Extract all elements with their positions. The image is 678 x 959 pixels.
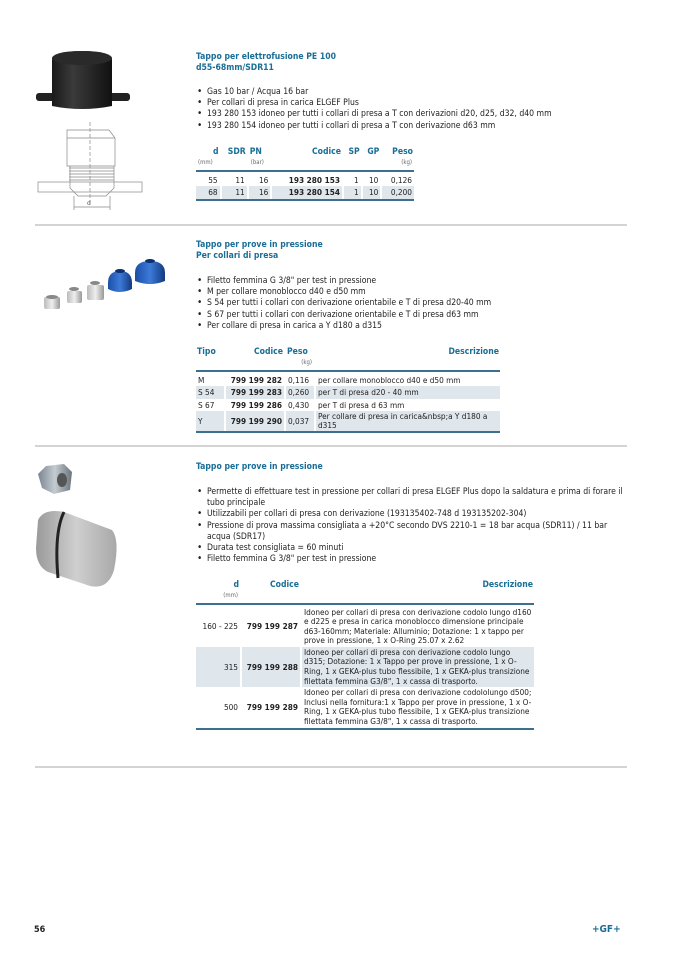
col-header-descrizione: Descrizione	[448, 347, 499, 357]
cell-sdr: 11	[235, 174, 245, 185]
feature-item: • 193 280 154 idoneo per tutti i collari di presa a T con derivazione d63 mm	[196, 121, 616, 132]
cell-sp: 1	[353, 174, 359, 185]
table-row	[196, 186, 414, 199]
cell-gp: 10	[363, 186, 381, 199]
cell-codice: 799 199 283	[226, 386, 284, 399]
cell-tipo: Y	[196, 411, 224, 431]
product-image-grey-test-cap	[34, 460, 124, 595]
feature-item: • S 54 per tutti i collari con derivazione orientabile e T di presa d20-40 mm	[196, 298, 616, 309]
section-title-test-cap	[196, 462, 323, 473]
section-divider	[35, 224, 627, 226]
cell-descrizione: Idoneo per collari di presa con derivazione codolo lungo d315; Dotazione: 1 x Tappo per prove in pressione, 1 x O-Ring, 1 x GEKA-plus tubo flessibile, 1 x GEKA-plus transizione filettata femmina G3/8", 1 x cassa di trasporto.	[302, 647, 534, 687]
cell-tipo: M	[198, 374, 205, 385]
col-header-peso: Peso	[392, 147, 413, 157]
cell-peso: 0,126	[390, 174, 412, 185]
unit-mm: (mm)	[198, 159, 213, 166]
gf-logo: +GF+	[592, 924, 621, 935]
feature-list-electrofusion-cap	[196, 87, 616, 132]
feature-item: • Gas 10 bar / Acqua 16 bar	[196, 87, 616, 98]
cell-codice: 799 199 286	[230, 399, 282, 410]
spec-table-electrofusion-cap	[194, 147, 416, 203]
feature-item: • Per collare di presa in carica a Y d180 a d315	[196, 321, 616, 332]
feature-item: • Filetto femmina G 3/8" per test in pressione	[196, 554, 626, 565]
section-divider	[35, 766, 627, 768]
cell-descrizione: Idoneo per collari di presa con derivazione codolo lungo d160 e d225 e presa in carica monoblocco dimensione principale d63-160mm; Materiale: Alluminio; Dotazione: 1 x tappo per prove in pressione, 1 x O-Ring 25.07 x 2.62	[304, 606, 532, 646]
cell-gp: 10	[368, 174, 379, 185]
table-row	[196, 374, 500, 387]
cell-descrizione: Idoneo per collari di presa con derivazione codololungo d500; Inclusi nella fornitura:1 x Tappo per prove in pressione, 1 x O-Ring, 1 x GEKA-plus tubo flessibile, 1 x GEKA-plus transizione filettata femmina G3/8", 1 x cassa di trasporto.	[304, 687, 532, 727]
cell-pn: 16	[249, 186, 271, 199]
table-units-row	[196, 590, 534, 603]
title-line-1: Tappo per prove in pressione	[196, 240, 323, 250]
cell-tipo: S 67	[198, 399, 215, 410]
cell-descrizione: per collare monoblocco d40 e d50 mm	[318, 374, 461, 385]
cell-peso: 0,200	[382, 186, 414, 199]
cell-codice: 799 199 290	[226, 411, 284, 431]
feature-item: • Permette di effettuare test in pressione per collari di presa ELGEF Plus dopo la saldatura e prima di forare il tubo principale	[196, 487, 626, 509]
cell-peso: 0,037	[286, 411, 314, 431]
feature-list-test-cap	[196, 487, 626, 565]
cell-tipo: S 54	[196, 386, 224, 399]
table-row	[196, 647, 534, 687]
feature-item: • Durata test consigliata = 60 minuti	[196, 543, 626, 554]
col-header-descrizione: Descrizione	[482, 580, 533, 590]
spec-table-test-cap	[194, 580, 536, 732]
table-row	[196, 399, 500, 412]
table-row	[196, 687, 534, 727]
col-header-codice: Codice	[254, 347, 283, 357]
table-row	[196, 607, 534, 647]
cell-sdr: 11	[222, 186, 247, 199]
cell-peso: 0,430	[288, 399, 310, 410]
cell-d: 500	[223, 702, 238, 713]
cell-codice: 799 199 282	[230, 374, 282, 385]
cell-d: 315	[196, 647, 240, 687]
col-header-d: d	[213, 147, 219, 157]
cell-pn: 16	[258, 174, 269, 185]
feature-item: • Per collari di presa in carica ELGEF Plus	[196, 98, 616, 109]
col-header-sp: SP	[348, 147, 360, 157]
feature-item: • M per collare monoblocco d40 e d50 mm	[196, 287, 616, 298]
unit-kg: (kg)	[401, 159, 412, 166]
unit-mm: (mm)	[223, 592, 238, 599]
page-number: 56	[34, 925, 46, 935]
cell-d: 55	[208, 174, 218, 185]
unit-kg: (kg)	[301, 359, 312, 366]
title-line-2: d55-68mm/SDR11	[196, 63, 274, 73]
table-units-row	[196, 157, 414, 170]
cell-codice: 799 199 288	[242, 647, 300, 687]
cell-codice: 799 199 289	[246, 702, 298, 713]
feature-list-test-cap-collars	[196, 276, 616, 332]
title-line-1: Tappo per elettrofusione PE 100	[196, 52, 337, 62]
cell-sp: 1	[344, 186, 361, 199]
feature-item: • Filetto femmina G 3/8" per test in pressione	[196, 276, 616, 287]
section-title-electrofusion-cap	[196, 52, 336, 74]
cell-codice: 193 280 153	[288, 174, 340, 185]
col-header-gp: GP	[367, 147, 380, 157]
cell-d: 68	[196, 186, 220, 199]
unit-bar: (bar)	[250, 159, 264, 166]
col-header-sdr: SDR	[227, 147, 246, 157]
cell-descrizione: per T di presa d 63 mm	[318, 399, 405, 410]
spec-table-test-cap-collars	[194, 347, 502, 435]
product-image-electrofusion-cap	[34, 48, 146, 213]
col-header-peso: Peso	[287, 347, 308, 357]
cell-descrizione: Per collare di presa in carica&nbsp;a Y d180 a d315	[316, 411, 500, 431]
title-line-1: Tappo per prove in pressione	[196, 462, 323, 472]
product-image-test-caps	[40, 255, 170, 315]
cell-peso: 0,116	[288, 374, 310, 385]
title-line-2: Per collari di presa	[196, 251, 279, 261]
feature-item: • 193 280 153 idoneo per tutti i collari di presa a T con derivazioni d20, d25, d32, d40 mm	[196, 109, 616, 120]
cell-codice: 193 280 154	[272, 186, 342, 199]
feature-item: • Utilizzabili per collari di presa con derivazione (193135402-748 d 193135202-304)	[196, 509, 626, 520]
table-header-row	[196, 580, 534, 590]
cell-descrizione: per T di presa d20 - 40 mm	[316, 386, 500, 399]
table-row	[196, 174, 414, 187]
feature-item: • Pressione di prova massima consigliata a +20°C secondo DVS 2210-1 = 18 bar acqua (SDR11) / 11 bar acqua (SDR17)	[196, 521, 626, 543]
col-header-d: d	[233, 580, 239, 590]
table-header-row	[196, 347, 500, 357]
col-header-pn: PN	[249, 147, 262, 157]
cell-peso: 0,260	[286, 386, 314, 399]
col-header-tipo: Tipo	[197, 347, 216, 357]
section-divider	[35, 445, 627, 447]
svg-text:d: d	[87, 200, 91, 207]
table-header-row	[196, 147, 414, 157]
table-row	[196, 411, 500, 431]
table-units-row	[196, 357, 500, 370]
col-header-codice: Codice	[270, 580, 299, 590]
cell-d: 160 - 225	[202, 621, 238, 632]
table-row	[196, 386, 500, 399]
section-title-test-cap-collars	[196, 240, 323, 262]
cell-codice: 799 199 287	[246, 621, 298, 632]
feature-item: • S 67 per tutti i collari con derivazione orientabile e T di presa d63 mm	[196, 310, 616, 321]
col-header-codice: Codice	[312, 147, 341, 157]
